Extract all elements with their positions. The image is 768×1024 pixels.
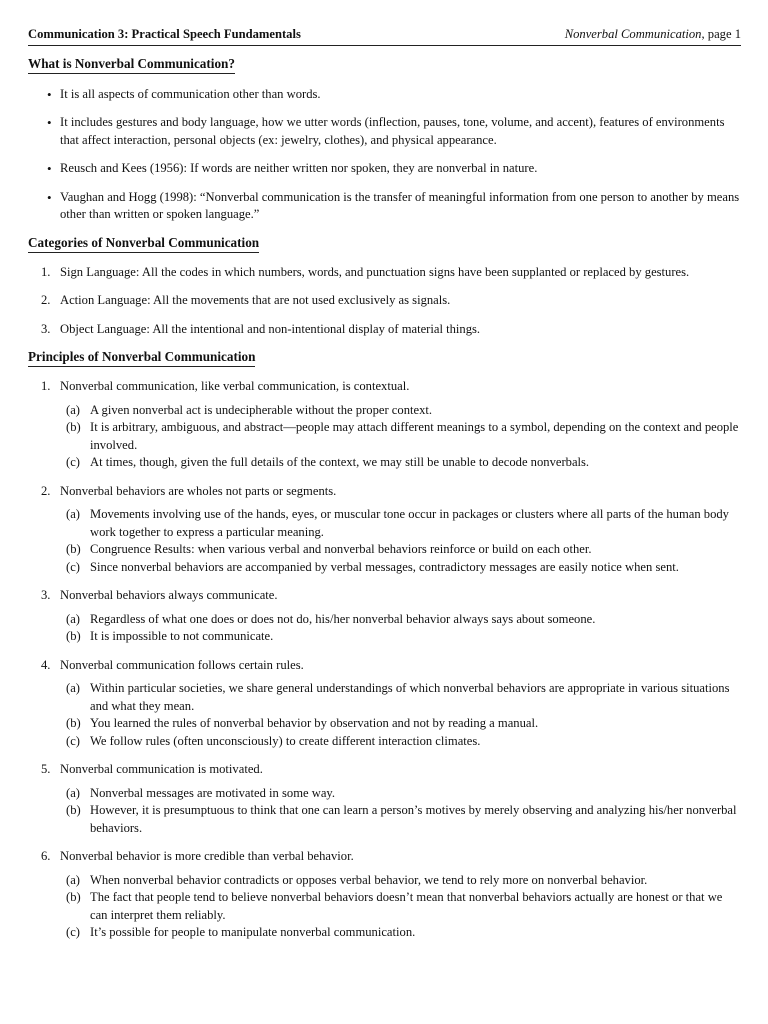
sub-item [28,889,741,924]
sub-text: At times, though, given the full details of the context, we may still be unable to decode nonverbals. [90,455,590,469]
sub-text: It is arbitrary, ambiguous, and abstract—people may attach different meanings to a symbol, depending on the context and people involved. [90,420,739,452]
sub-item [28,924,741,942]
item-number: 1. [41,379,51,393]
course-title: Communication 3: Practical Speech Fundamentals [28,27,301,41]
sub-text: It is impossible to not communicate. [90,629,274,643]
sub-item [28,628,741,646]
sub-item [28,872,741,890]
section-title-what: What is Nonverbal Communication? [28,56,235,74]
item-number: 1. [41,264,51,279]
sub-item [28,541,741,559]
sub-label: (a) [66,872,80,887]
running-header [28,26,741,46]
item-number: 4. [41,657,51,672]
topic-title: Nonverbal Communication [564,27,702,41]
sub-label: (b) [66,420,81,434]
sub-label: (b) [66,803,81,817]
sub-label: (b) [66,716,81,730]
sub-item [28,715,741,733]
sub-text: Movements involving use of the hands, eyes, or muscular tone occur in packages or clusters where all parts of the human body work together to express a particular meaning. [90,507,729,539]
item-text: Sign Language: All the codes in which numbers, words, and punctuation signs have been supplanted or replaced by gestures. [60,264,690,279]
sub-label: (c) [66,559,80,574]
sub-item [28,680,741,715]
sub-label: (c) [66,925,80,939]
item-number: 3. [41,321,51,336]
item-text: Object Language: All the intentional and non-intentional display of material things. [60,321,481,336]
list-item [28,657,741,751]
sub-text: It’s possible for people to manipulate nonverbal communication. [90,925,416,939]
sub-text: Within particular societies, we share general understandings of which nonverbal behaviors are appropriate in various situations and what they mean. [90,681,730,713]
item-number: 6. [41,849,51,863]
sub-list [60,611,741,646]
item-text: Nonverbal communication is motivated. [60,762,263,776]
page-number: , page 1 [701,27,741,41]
item-text: Nonverbal communication, like verbal communication, is contextual. [60,379,410,393]
list-item [28,321,741,339]
item-number: 5. [41,762,51,776]
sub-text: Congruence Results: when various verbal and nonverbal behaviors reinforce or build on each other. [90,542,592,556]
sub-text: Since nonverbal behaviors are accompanied by verbal messages, contradictory messages are easily notice when sent. [90,559,679,574]
sub-text: When nonverbal behavior contradicts or opposes verbal behavior, we tend to rely more on nonverbal behavior. [90,872,648,887]
section-title-principles: Principles of Nonverbal Communication [28,349,255,367]
sub-text: However, it is presumptuous to think that one can learn a person’s motives by merely observing and analyzing his/her nonverbal behaviors. [90,803,737,835]
sub-text: You learned the rules of nonverbal behavior by observation and not by reading a manual. [90,716,539,730]
list-item [28,264,741,282]
sub-label: (b) [66,890,81,904]
sub-list [60,872,741,942]
sub-item [28,785,741,803]
sub-label: (a) [66,785,80,800]
sub-item [28,733,741,751]
sub-label: (a) [66,681,80,695]
sub-text: A given nonverbal act is undecipherable without the proper context. [90,402,433,417]
list-item [28,761,741,837]
item-number: 3. [41,588,51,602]
list-item [28,378,741,472]
sub-item [28,419,741,454]
item-number: 2. [41,293,51,307]
sub-label: (a) [66,507,80,521]
item-text: Nonverbal behaviors are wholes not parts or segments. [60,483,337,498]
sub-list [60,680,741,750]
item-text: Nonverbal behaviors always communicate. [60,588,278,602]
sub-item [28,454,741,472]
sub-item [28,559,741,577]
item-number: 2. [41,483,51,498]
document-page [28,26,741,942]
sub-label: (c) [66,455,80,469]
list-item: • Vaughan and Hogg (1998): “Nonverbal communication is the transfer of meaningful information from one person to another by means other than written or spoken language.” [28,189,741,224]
item-text: Nonverbal communication follows certain rules. [60,657,304,672]
header-right [565,26,741,44]
sub-list [60,506,741,576]
list-item: • It includes gestures and body language, how we utter words (inflection, pauses, tone, volume, and accent), features of environments that affect interaction, personal objects (ex: jewelry, clothes), and physical appearance. [28,114,741,149]
sub-text: Regardless of what one does or does not do, his/her nonverbal behavior always says about someone. [90,611,596,626]
sub-text: Nonverbal messages are motivated in some way. [90,785,336,800]
sub-list [60,402,741,472]
sub-item [28,611,741,629]
list-item [28,587,741,646]
sub-label: (b) [66,542,81,556]
section-title-categories: Categories of Nonverbal Communication [28,235,259,253]
list-item [28,848,741,942]
sub-label: (c) [66,733,80,748]
item-text: Action Language: All the movements that are not used exclusively as signals. [60,293,451,307]
list-item: • It is all aspects of communication other than words. [28,86,741,104]
sub-text: The fact that people tend to believe nonverbal behaviors doesn’t mean that nonverbal behaviors actually are honest or that we can interpret them reliably. [90,890,723,922]
sub-text: We follow rules (often unconsciously) to create different interaction climates. [90,733,481,748]
list-item [28,292,741,310]
what-bullet-list [28,86,741,224]
sub-list [60,785,741,838]
sub-label: (a) [66,611,80,626]
sub-item [28,402,741,420]
list-item: • Reusch and Kees (1956): If words are neither written nor spoken, they are nonverbal in nature. [28,160,741,178]
categories-list [28,264,741,339]
item-text: Nonverbal behavior is more credible than verbal behavior. [60,849,354,863]
sub-item [28,506,741,541]
list-item [28,483,741,577]
sub-item [28,802,741,837]
principles-list [28,378,741,942]
sub-label: (b) [66,629,81,643]
sub-label: (a) [66,402,80,417]
